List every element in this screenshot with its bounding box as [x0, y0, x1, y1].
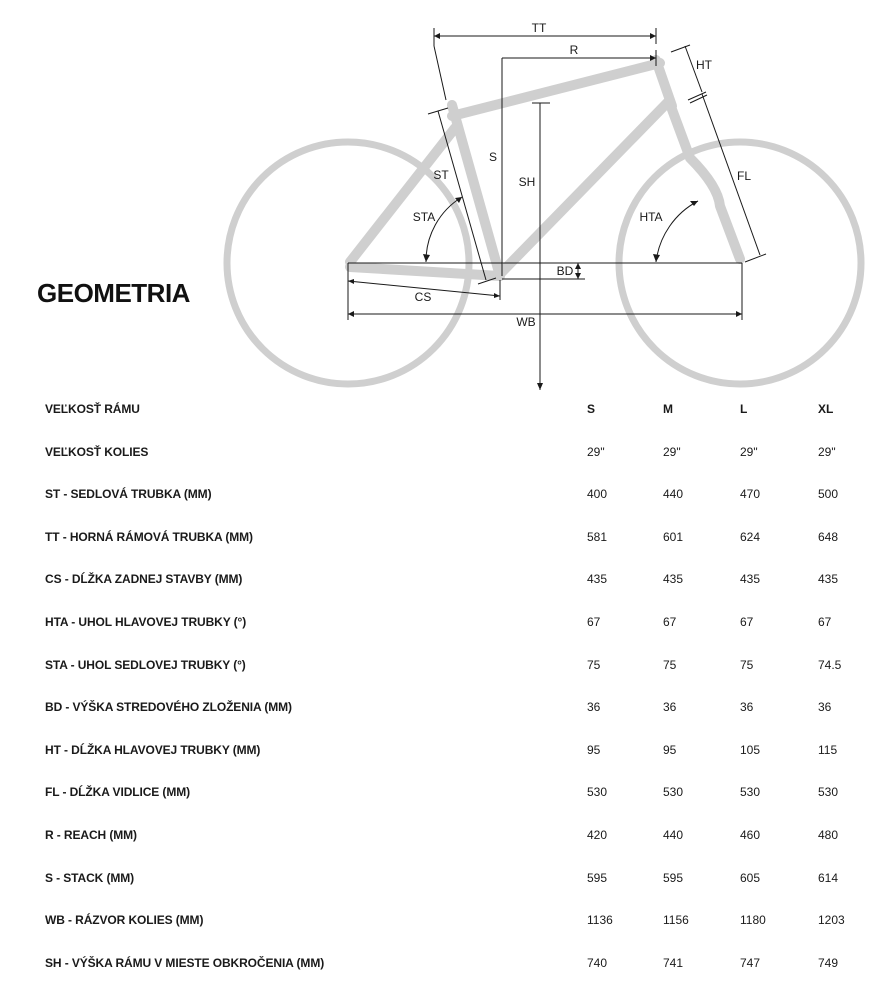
row-label: CS - DĹŽKA ZADNEJ STAVBY (MM) — [45, 572, 243, 586]
size-header: M — [663, 402, 673, 416]
table-cell: 75 — [740, 658, 754, 672]
label-cs: CS — [414, 290, 432, 304]
table-row — [0, 729, 891, 771]
table-cell: 29" — [663, 445, 681, 459]
header-label: VEĽKOSŤ RÁMU — [45, 402, 140, 416]
table-row — [0, 686, 891, 728]
table-cell: 595 — [587, 871, 608, 885]
table-cell: 1136 — [587, 913, 613, 927]
chain-stay — [350, 267, 500, 276]
table-cell: 435 — [740, 572, 761, 586]
table-cell: 749 — [818, 956, 839, 970]
table-cell: 440 — [663, 487, 684, 501]
table-cell: 95 — [663, 743, 677, 757]
table-row — [0, 558, 891, 600]
table-row — [0, 431, 891, 473]
table-cell: 115 — [818, 743, 838, 757]
label-ht: HT — [696, 58, 712, 72]
table-cell: 747 — [740, 956, 761, 970]
row-label: STA - UHOL SEDLOVEJ TRUBKY (°) — [45, 658, 246, 672]
table-cell: 420 — [587, 828, 608, 842]
label-sta: STA — [412, 210, 436, 224]
table-cell: 95 — [587, 743, 601, 757]
label-st: ST — [433, 168, 449, 182]
seat-stay — [350, 128, 455, 262]
row-label: R - REACH (MM) — [45, 828, 137, 842]
table-cell: 470 — [740, 487, 761, 501]
table-cell: 75 — [587, 658, 601, 672]
table-cell: 648 — [818, 530, 839, 544]
row-label: HT - DĹŽKA HLAVOVEJ TRUBKY (MM) — [45, 743, 261, 757]
table-cell: 581 — [587, 530, 608, 544]
table-cell: 67 — [740, 615, 754, 629]
row-label: BD - VÝŠKA STREDOVÉHO ZLOŽENIA (MM) — [45, 700, 292, 714]
table-row — [0, 601, 891, 643]
table-row — [0, 516, 891, 558]
label-bd: BD — [556, 264, 574, 278]
label-wb: WB — [516, 315, 536, 329]
table-cell: 29" — [818, 445, 836, 459]
bike-geometry-diagram — [0, 0, 891, 400]
label-r: R — [569, 43, 579, 57]
table-row — [0, 473, 891, 515]
table-row — [0, 857, 891, 899]
table-cell: 1203 — [818, 913, 845, 927]
size-header: XL — [818, 402, 834, 416]
table-row — [0, 814, 891, 856]
table-cell: 595 — [663, 871, 684, 885]
size-header: L — [740, 402, 748, 416]
table-cell: 435 — [663, 572, 684, 586]
table-cell: 29" — [740, 445, 758, 459]
table-cell: 614 — [818, 871, 839, 885]
table-cell: 624 — [740, 530, 761, 544]
row-label: SH - VÝŠKA RÁMU V MIESTE OBKROČENIA (MM) — [45, 956, 325, 970]
table-cell: 75 — [663, 658, 677, 672]
table-cell: 105 — [740, 743, 761, 757]
size-header: S — [587, 402, 596, 416]
row-label: ST - SEDLOVÁ TRUBKA (MM) — [45, 487, 212, 501]
row-label: VEĽKOSŤ KOLIES — [45, 445, 149, 459]
table-cell: 36 — [587, 700, 601, 714]
label-tt: TT — [531, 21, 547, 35]
row-label: HTA - UHOL HLAVOVEJ TRUBKY (°) — [45, 615, 247, 629]
table-cell: 605 — [740, 871, 761, 885]
table-cell: 67 — [587, 615, 601, 629]
row-label: TT - HORNÁ RÁMOVÁ TRUBKA (MM) — [45, 530, 253, 544]
fork — [670, 104, 740, 259]
label-s: S — [488, 150, 498, 164]
table-row — [0, 942, 891, 984]
table-cell: 480 — [818, 828, 839, 842]
table-cell: 601 — [663, 530, 684, 544]
table-row — [0, 644, 891, 686]
table-cell: 36 — [663, 700, 677, 714]
table-cell: 741 — [663, 956, 684, 970]
table-cell: 67 — [818, 615, 832, 629]
row-label: FL - DĹŽKA VIDLICE (MM) — [45, 785, 191, 799]
table-cell: 530 — [818, 785, 839, 799]
table-cell: 740 — [587, 956, 608, 970]
label-sh: SH — [518, 175, 536, 189]
table-cell: 1156 — [663, 913, 689, 927]
table-cell: 530 — [740, 785, 761, 799]
table-cell: 500 — [818, 487, 839, 501]
table-cell: 460 — [740, 828, 761, 842]
table-cell: 74.5 — [818, 658, 842, 672]
page-title: GEOMETRIA — [37, 278, 190, 308]
table-cell: 400 — [587, 487, 608, 501]
table-cell: 67 — [663, 615, 677, 629]
table-cell: 29" — [587, 445, 605, 459]
table-row — [0, 899, 891, 941]
table-cell: 435 — [587, 572, 608, 586]
table-row — [0, 771, 891, 813]
row-label: S - STACK (MM) — [45, 871, 135, 885]
table-cell: 440 — [663, 828, 684, 842]
table-cell: 530 — [587, 785, 608, 799]
table-cell: 36 — [740, 700, 754, 714]
table-cell: 1180 — [740, 913, 766, 927]
top-tube — [452, 63, 660, 116]
row-label: WB - RÁZVOR KOLIES (MM) — [45, 913, 204, 927]
label-hta: HTA — [639, 210, 663, 224]
table-header-row — [0, 388, 891, 430]
bike-frame — [350, 60, 740, 276]
label-fl: FL — [736, 169, 752, 183]
table-cell: 530 — [663, 785, 684, 799]
table-cell: 435 — [818, 572, 839, 586]
table-cell: 36 — [818, 700, 832, 714]
